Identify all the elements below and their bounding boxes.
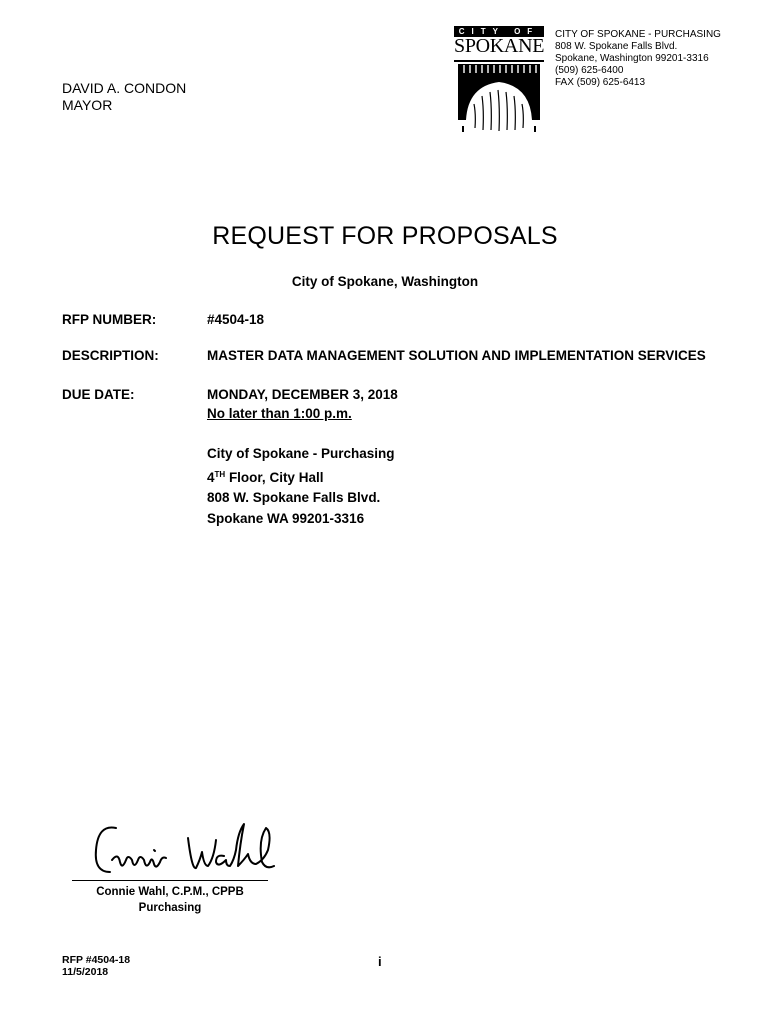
handwritten-signature [88,810,278,890]
contact-line-city: Spokane, Washington 99201-3316 [555,53,709,64]
address-line-org: City of Spokane - Purchasing [207,446,395,461]
logo-band-text: CITY OF [454,26,544,37]
floor-number: 4 [207,469,215,485]
mayor-block [62,80,186,114]
rfp-number-label: RFP NUMBER: [62,312,157,327]
footer-date: 11/5/2018 [62,966,109,978]
city-logo [454,26,544,134]
contact-line-phone: (509) 625-6400 [555,65,624,76]
signer-block [72,884,268,916]
delivery-address [207,444,395,529]
signer-name: Connie Wahl, C.P.M., CPPB [96,886,244,898]
address-line-street: 808 W. Spokane Falls Blvd. [207,490,381,505]
floor-rest: Floor, City Hall [225,469,324,485]
rfp-number-value: #4504-18 [207,312,265,327]
contact-line-fax: FAX (509) 625-6413 [555,77,646,88]
floor-ordinal: TH [214,469,226,479]
signature-line [72,880,268,881]
description-value: MASTER DATA MANAGEMENT SOLUTION AND IMPLEMENTATION SERVICES [207,348,706,363]
logo-word: SPOKANE [454,35,545,57]
due-date-label: DUE DATE: [62,387,135,402]
address-line-floor [207,465,395,489]
bridge-icon [454,60,544,134]
description-label: DESCRIPTION: [62,348,159,363]
page-title: REQUEST FOR PROPOSALS [212,222,558,250]
contact-block [555,29,721,89]
footer-rfp-ref: RFP #4504-18 [62,954,131,966]
contact-line-org: CITY OF SPOKANE - PURCHASING [555,29,721,40]
contact-line-street: 808 W. Spokane Falls Blvd. [555,41,678,52]
signer-dept: Purchasing [138,902,202,914]
mayor-title: MAYOR [62,97,113,113]
page-subtitle: City of Spokane, Washington [291,274,479,289]
address-line-city: Spokane WA 99201-3316 [207,510,365,526]
footer-reference [62,954,130,978]
mayor-name: DAVID A. CONDON [62,80,187,96]
due-time-value: No later than 1:00 p.m. [207,406,352,421]
due-date-value: MONDAY, DECEMBER 3, 2018 [207,387,398,402]
page-number: i [378,954,382,969]
